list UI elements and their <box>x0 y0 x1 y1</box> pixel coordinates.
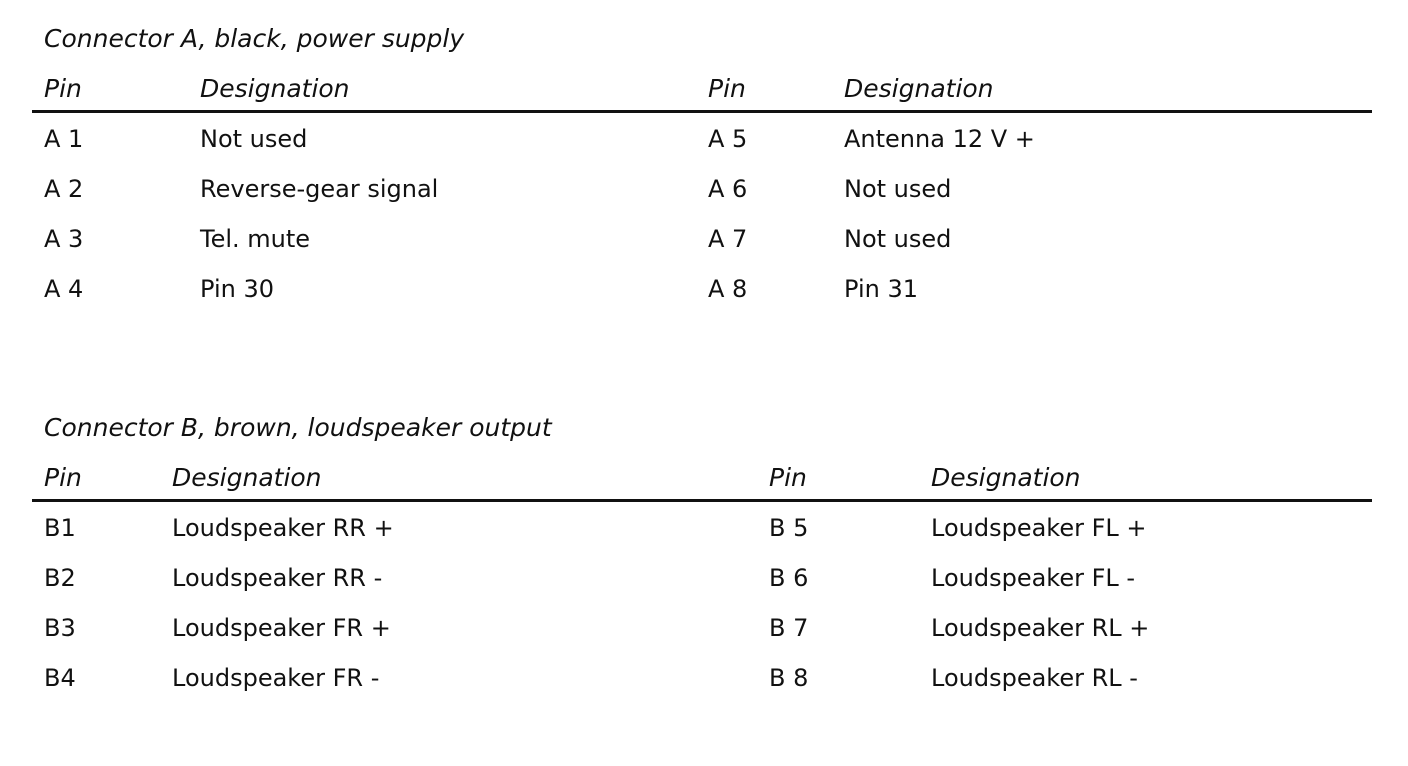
designation-cell: Loudspeaker FR - <box>172 664 380 692</box>
designation-cell: Pin 31 <box>844 275 918 303</box>
designation-cell: Antenna 12 V + <box>844 125 1035 153</box>
connector-a-header-row <box>44 74 1372 104</box>
connector-b-header-row <box>44 463 1372 493</box>
pin-cell: B1 <box>44 514 76 542</box>
pin-cell: A 2 <box>44 175 84 203</box>
pin-cell: A 5 <box>708 125 748 153</box>
connector-b-rows <box>44 513 1372 713</box>
connector-b-title: Connector B, brown, loudspeaker output <box>44 413 552 442</box>
designation-cell: Pin 30 <box>200 275 274 303</box>
pin-cell: A 4 <box>44 275 84 303</box>
connector-b-section <box>44 413 1372 692</box>
header-designation: Designation <box>172 463 322 492</box>
pin-cell: B 6 <box>769 564 809 592</box>
designation-cell: Loudspeaker FR + <box>172 614 391 642</box>
header-designation-right: Designation <box>931 463 1081 492</box>
pin-cell: B3 <box>44 614 76 642</box>
designation-cell: Tel. mute <box>200 225 311 253</box>
pin-cell: B 5 <box>769 514 809 542</box>
header-designation: Designation <box>200 74 350 103</box>
pin-cell: A 8 <box>708 275 748 303</box>
table-row <box>44 174 1372 224</box>
table-row <box>44 663 1372 713</box>
table-row <box>44 274 1372 324</box>
designation-cell: Loudspeaker RL + <box>931 614 1150 642</box>
designation-cell: Not used <box>844 175 952 203</box>
header-pin-right: Pin <box>708 74 746 103</box>
pin-cell: B 7 <box>769 614 809 642</box>
designation-cell: Loudspeaker RR - <box>172 564 383 592</box>
designation-cell: Not used <box>200 125 308 153</box>
header-pin: Pin <box>44 463 82 492</box>
pin-cell: A 7 <box>708 225 748 253</box>
designation-cell: Loudspeaker FL + <box>931 514 1147 542</box>
pin-cell: B2 <box>44 564 76 592</box>
designation-cell: Loudspeaker RR + <box>172 514 394 542</box>
header-designation-right: Designation <box>844 74 994 103</box>
header-pin-right: Pin <box>769 463 807 492</box>
designation-cell: Loudspeaker FL - <box>931 564 1136 592</box>
designation-cell: Reverse-gear signal <box>200 175 439 203</box>
table-row <box>44 563 1372 613</box>
header-pin: Pin <box>44 74 82 103</box>
pin-cell: A 1 <box>44 125 84 153</box>
table-row <box>44 613 1372 663</box>
table-row <box>44 124 1372 174</box>
header-divider <box>32 110 1372 113</box>
designation-cell: Loudspeaker RL - <box>931 664 1138 692</box>
pin-cell: B 8 <box>769 664 809 692</box>
pin-cell: A 3 <box>44 225 84 253</box>
designation-cell: Not used <box>844 225 952 253</box>
pin-cell: B4 <box>44 664 76 692</box>
pin-cell: A 6 <box>708 175 748 203</box>
header-divider <box>32 499 1372 502</box>
connector-a-title: Connector A, black, power supply <box>44 24 465 53</box>
connector-a-rows <box>44 124 1372 324</box>
table-row <box>44 513 1372 563</box>
table-row <box>44 224 1372 274</box>
connector-a-section <box>44 24 1372 303</box>
